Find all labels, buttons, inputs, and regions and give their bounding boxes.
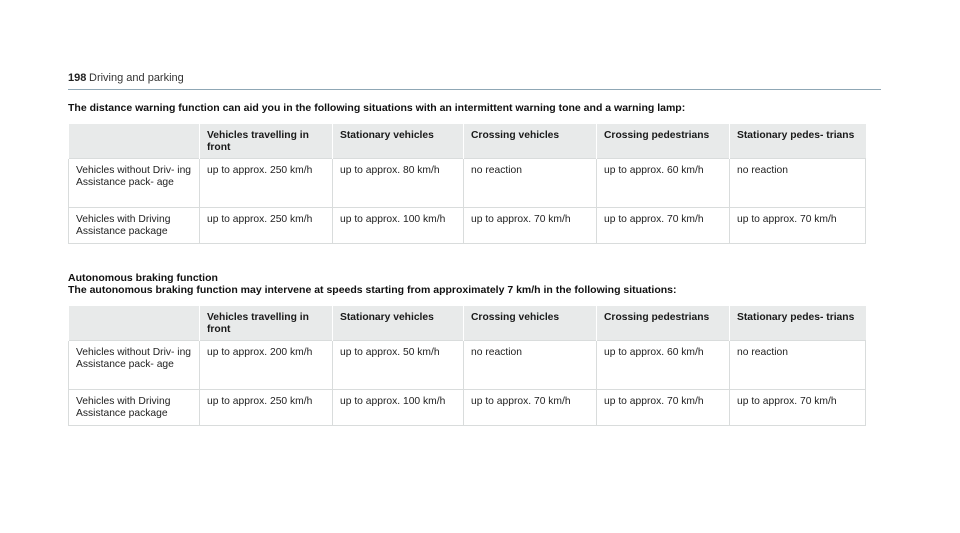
distance-warning-table [68,124,866,244]
column-header: Crossing pedestrians [597,124,730,159]
table-cell: no reaction [730,341,866,390]
table-header-row [69,124,866,159]
table-cell: up to approx. 200 km/h [200,341,333,390]
table-cell: no reaction [464,341,597,390]
table-cell: up to approx. 70 km/h [730,390,866,426]
table-cell: up to approx. 70 km/h [464,390,597,426]
page-header [68,69,881,90]
column-header: Vehicles travelling in front [200,124,333,159]
row-label: Vehicles with Driving Assistance package [69,390,200,426]
column-header: Stationary pedes- trians [730,306,866,341]
page-number: 198 [68,72,87,84]
table-cell: up to approx. 70 km/h [597,208,730,244]
row-label: Vehicles without Driv- ing Assistance pack- age [69,341,200,390]
table-cell: up to approx. 50 km/h [333,341,464,390]
autonomous-braking-heading: Autonomous braking function [68,272,218,284]
table-header-row [69,306,866,341]
row-label: Vehicles with Driving Assistance package [69,208,200,244]
table-cell: up to approx. 70 km/h [730,208,866,244]
table-row [69,208,866,244]
table-cell: up to approx. 250 km/h [200,159,333,208]
section-title: Driving and parking [89,72,184,84]
column-header [69,124,200,159]
table-cell: up to approx. 100 km/h [333,390,464,426]
table-cell: up to approx. 100 km/h [333,208,464,244]
distance-warning-intro: The distance warning function can aid you in the following situations with an intermittent warning tone and a warning lamp: [68,102,686,114]
table-cell: no reaction [464,159,597,208]
column-header: Stationary vehicles [333,124,464,159]
autonomous-braking-table [68,306,866,426]
table-cell: up to approx. 250 km/h [200,208,333,244]
column-header: Vehicles travelling in front [200,306,333,341]
table-cell: up to approx. 70 km/h [464,208,597,244]
table-cell: up to approx. 60 km/h [597,159,730,208]
table-row [69,341,866,390]
row-label: Vehicles without Driv- ing Assistance pack- age [69,159,200,208]
table-cell: up to approx. 80 km/h [333,159,464,208]
table-cell: up to approx. 70 km/h [597,390,730,426]
table-cell: up to approx. 250 km/h [200,390,333,426]
column-header: Stationary vehicles [333,306,464,341]
table-cell: no reaction [730,159,866,208]
column-header: Crossing vehicles [464,306,597,341]
table-cell: up to approx. 60 km/h [597,341,730,390]
table-row [69,390,866,426]
column-header: Stationary pedes- trians [730,124,866,159]
autonomous-braking-intro: The autonomous braking function may intervene at speeds starting from approximately 7 km/h in the following situations: [68,284,677,296]
column-header: Crossing pedestrians [597,306,730,341]
column-header: Crossing vehicles [464,124,597,159]
table-row [69,159,866,208]
column-header [69,306,200,341]
